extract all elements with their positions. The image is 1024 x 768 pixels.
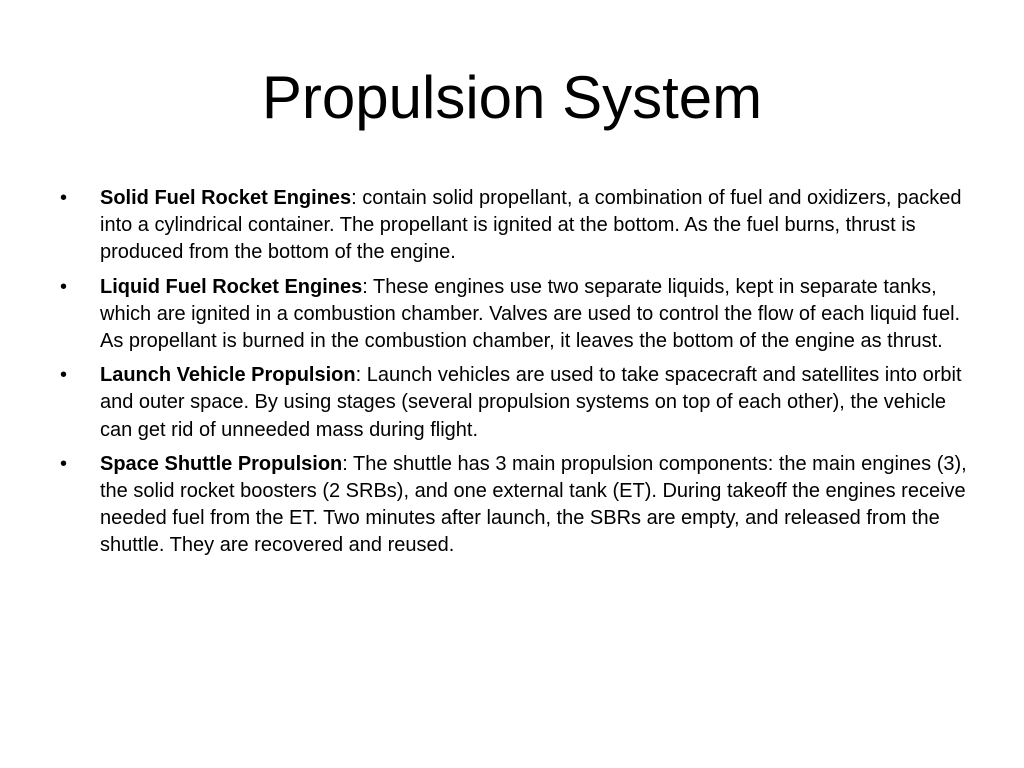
bullet-item-space-shuttle	[56, 451, 971, 560]
bullet-text: : The shuttle has 3 main propulsion components: the main engines (3), the solid rocket boosters (2 SRBs), and one external tank (ET). During takeoff the engines receive needed fuel from the ET. Two minutes after launch, the SBRs are empty, and released from the shuttle. They are recovered and reused.	[100, 452, 967, 557]
bullet-item-liquid-fuel	[56, 274, 971, 356]
bullet-icon: •	[60, 364, 68, 387]
bullet-text: : Launch vehicles are used to take spacecraft and satellites into orbit and outer space. By using stages (several propulsion systems on top of each other), the vehicle can get rid of unneeded mass during flight.	[100, 364, 962, 441]
bullet-heading: Liquid Fuel Rocket Engines	[100, 275, 363, 298]
bullet-list	[56, 185, 971, 567]
bullet-icon: •	[60, 452, 68, 475]
bullet-heading: Space Shuttle Propulsion	[100, 452, 343, 475]
bullet-heading: Solid Fuel Rocket Engines	[100, 187, 352, 209]
bullet-heading: Launch Vehicle Propulsion	[100, 364, 356, 387]
bullet-item-solid-fuel	[56, 185, 971, 267]
bullet-text: : These engines use two separate liquids, kept in separate tanks, which are ignited in a combustion chamber. Valves are used to control the flow of each liquid fuel. As propellant is burned in the combustion chamber, it leaves the bottom of the engine as thrust.	[100, 275, 961, 353]
bullet-text: : contain solid propellant, a combination of fuel and oxidizers, packed into a cylindrical container. The propellant is ignited at the bottom. As the fuel burns, thrust is produced from the bottom of the engine.	[100, 187, 962, 264]
bullet-icon: •	[60, 275, 68, 298]
slide-title: Propulsion System	[261, 64, 763, 131]
bullet-icon: •	[60, 187, 68, 209]
bullet-item-launch-vehicle	[56, 362, 971, 444]
